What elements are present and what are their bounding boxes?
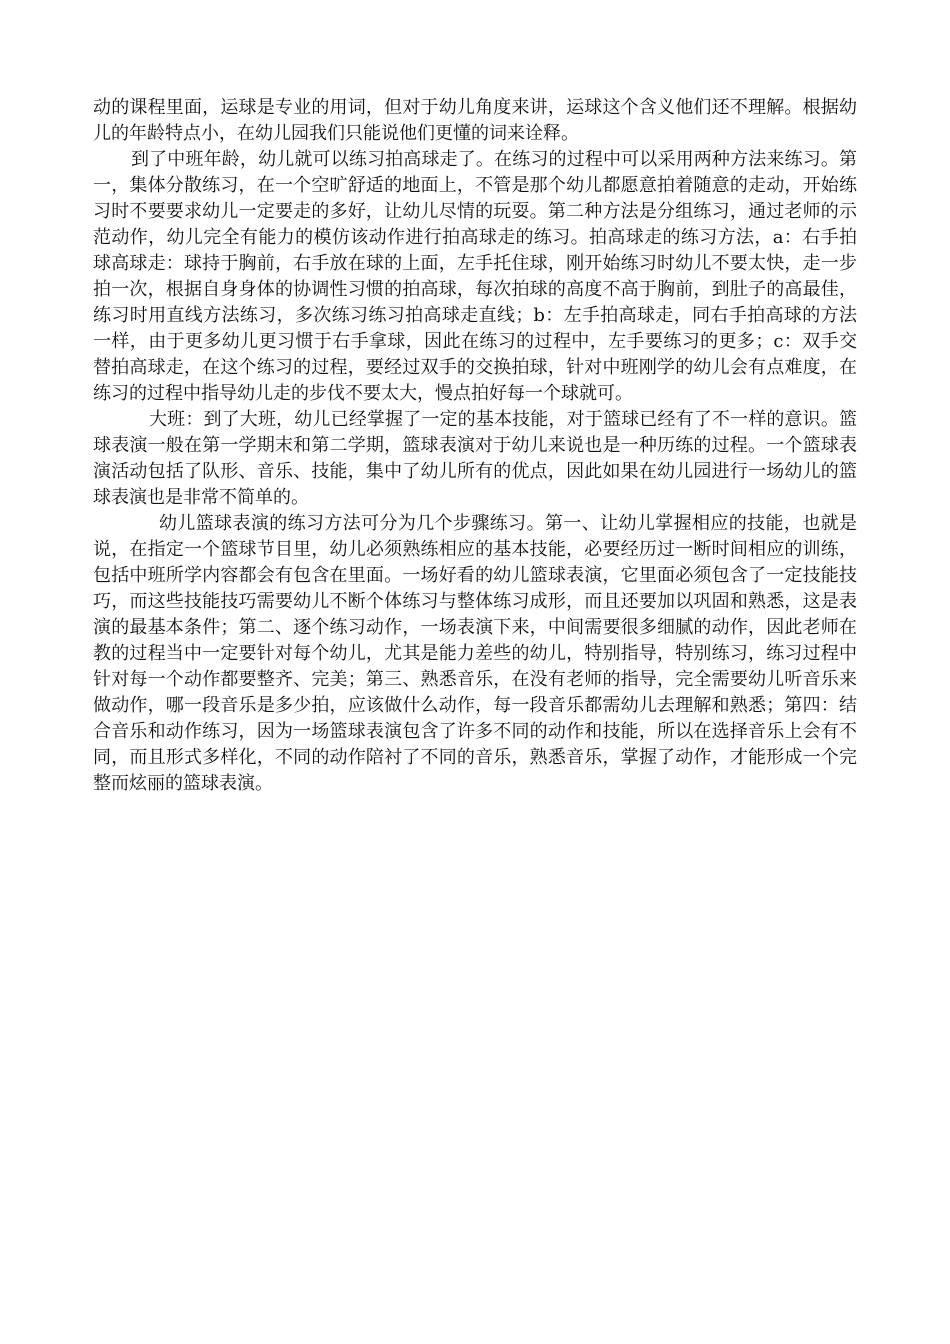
paragraph-middle-class: 到了中班年龄，幼儿就可以练习拍高球走了。在练习的过程中可以采用两种方法来练习。第一，集体分散练习，在一个空旷舒适的地面上，不管是那个幼儿都愿意拍着随意的走动，开始练习时不要要求幼儿一定要走的多好，让幼儿尽情的玩耍。第二种方法是分组练习，通过老师的示范动作，幼儿完全有能力的模仿该动作进行拍高球走的练习。拍高球走的练习方法，a：右手拍球高球走：球持于胸前，右手放在球的上面，左手托住球，刚开始练习时幼儿不要太快，走一步拍一次，根据自身身体的协调性习惯的拍高球，每次拍球的高度不高于胸前，到肚子的高最佳，练习时用直线方法练习，多次练习练习拍高球走直线；b：左手拍高球走，同右手拍高球的方法一样，由于更多幼儿更习惯于右手拿球，因此在练习的过程中，左手要练习的更多；c：双手交替拍高球走，在这个练习的过程，要经过双手的交换拍球，针对中班刚学的幼儿会有点难度，在练习的过程中指导幼儿走的步伐不要太大，慢点拍好每一个球就可。 — [93, 149, 857, 404]
paragraph-performance-practice: 幼儿篮球表演的练习方法可分为几个步骤练习。第一、让幼儿掌握相应的技能，也就是说，在指定一个篮球节目里，幼儿必须熟练相应的基本技能，必要经历过一断时间相应的训练，包括中班所学内容都会有包含在里面。一场好看的幼儿篮球表演，它里面必须包含了一定技能技巧，而这些技能技巧需要幼儿不断个体练习与整体练习成形，而且还要加以巩固和熟悉，这是表演的最基本条件；第二、逐个练习动作，一场表演下来，中间需要很多细腻的动作，因此老师在教的过程当中一定要针对每个幼儿，尤其是能力差些的幼儿，特别指导，特别练习，练习过程中针对每一个动作都要整齐、完美；第三、熟悉音乐，在没有老师的指导，完全需要幼儿听音乐来做动作，哪一段音乐是多少拍，应该做什么动作，每一段音乐都需幼儿去理解和熟悉；第四：结合音乐和动作练习，因为一场篮球表演包含了许多不同的动作和技能，所以在选择音乐上会有不同，而且形式多样化，不同的动作陪衬了不同的音乐，熟悉音乐，掌握了动作，才能形成一个完整而炫丽的篮球表演。 — [93, 513, 857, 794]
paragraph-continuation: 动的课程里面，运球是专业的用词，但对于幼儿角度来讲，运球这个含义他们还不理解。根据幼儿的年龄特点小，在幼儿园我们只能说他们更懂的词来诠释。 — [93, 97, 857, 144]
paragraph-senior-class: 大班：到了大班，幼儿已经掌握了一定的基本技能，对于篮球已经有了不一样的意识。篮球表演一般在第一学期末和第二学期，篮球表演对于幼儿来说也是一种历练的过程。一个篮球表演活动包括了队形、音乐、技能，集中了幼儿所有的优点，因此如果在幼儿园进行一场幼儿的篮球表演也是非常不简单的。 — [93, 409, 857, 508]
document-body — [93, 95, 857, 797]
